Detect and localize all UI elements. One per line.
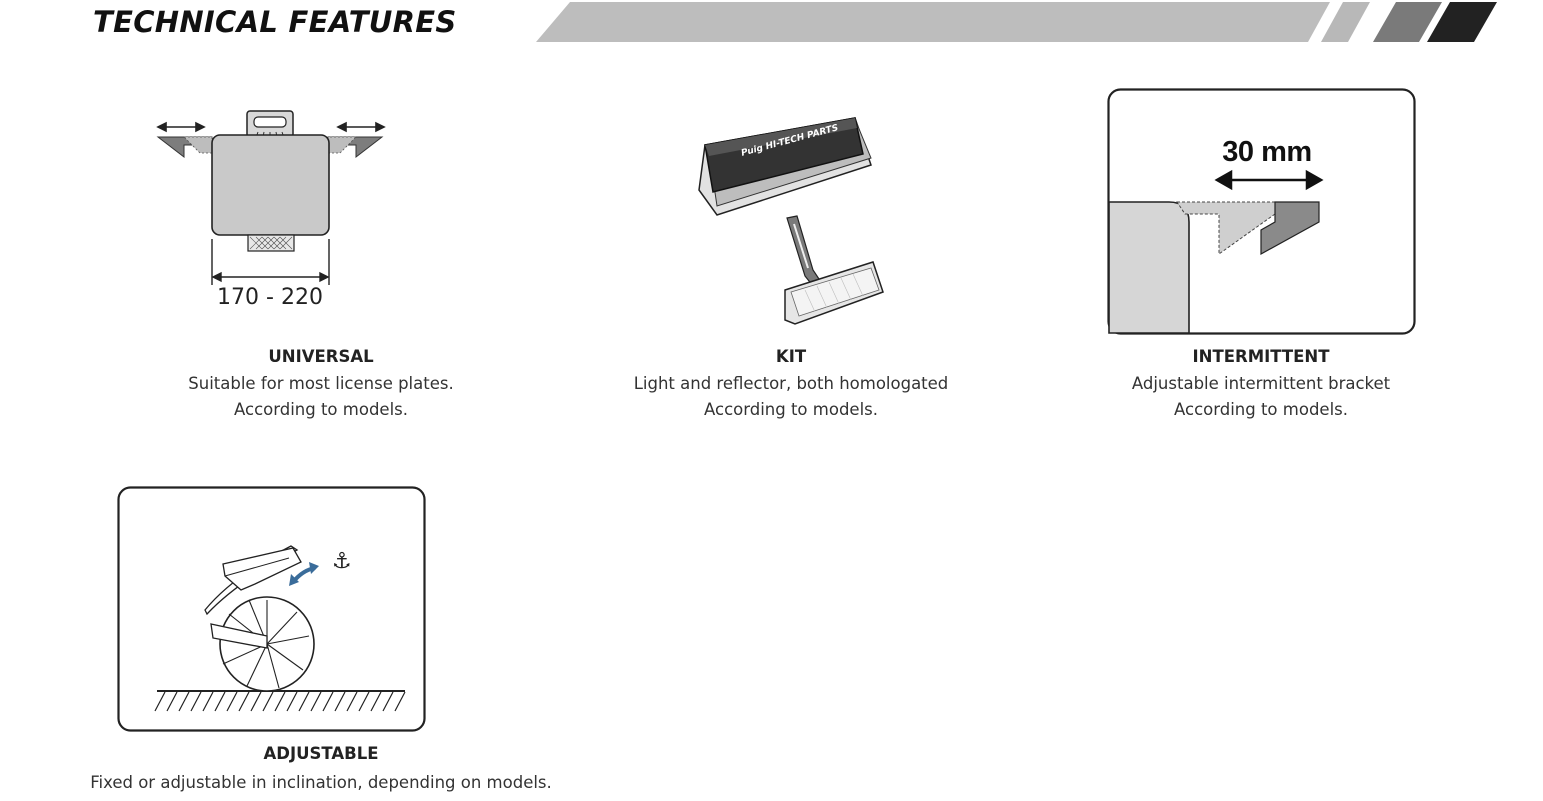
page-title: TECHNICAL FEATURES xyxy=(93,5,457,39)
brand-logo: Puig HI-TECH PARTS xyxy=(740,123,840,159)
feature-description: Adjustable intermittent bracket xyxy=(1131,374,1391,393)
feature-description: Light and reflector, both homologated xyxy=(633,374,949,393)
intermittent-bracket-icon xyxy=(1107,88,1417,336)
header-stripes-decoration xyxy=(530,0,1505,44)
feature-description: According to models. xyxy=(1174,400,1348,419)
feature-title: KIT xyxy=(775,347,807,366)
feature-description: Suitable for most license plates. xyxy=(188,374,454,393)
feature-description: Fixed or adjustable in inclination, depending on models. xyxy=(90,773,552,792)
feature-description: According to models. xyxy=(234,400,408,419)
feature-description: According to models. xyxy=(704,400,878,419)
feature-title: INTERMITTENT xyxy=(1192,347,1330,366)
anchor-icon: ⚓ xyxy=(332,549,352,574)
inclination-adjust-icon xyxy=(117,486,427,734)
feature-title: UNIVERSAL xyxy=(268,347,374,366)
feature-title: ADJUSTABLE xyxy=(263,744,379,763)
distance-label: 30 mm xyxy=(1222,136,1312,168)
dimension-label: 170 - 220 xyxy=(217,285,323,310)
